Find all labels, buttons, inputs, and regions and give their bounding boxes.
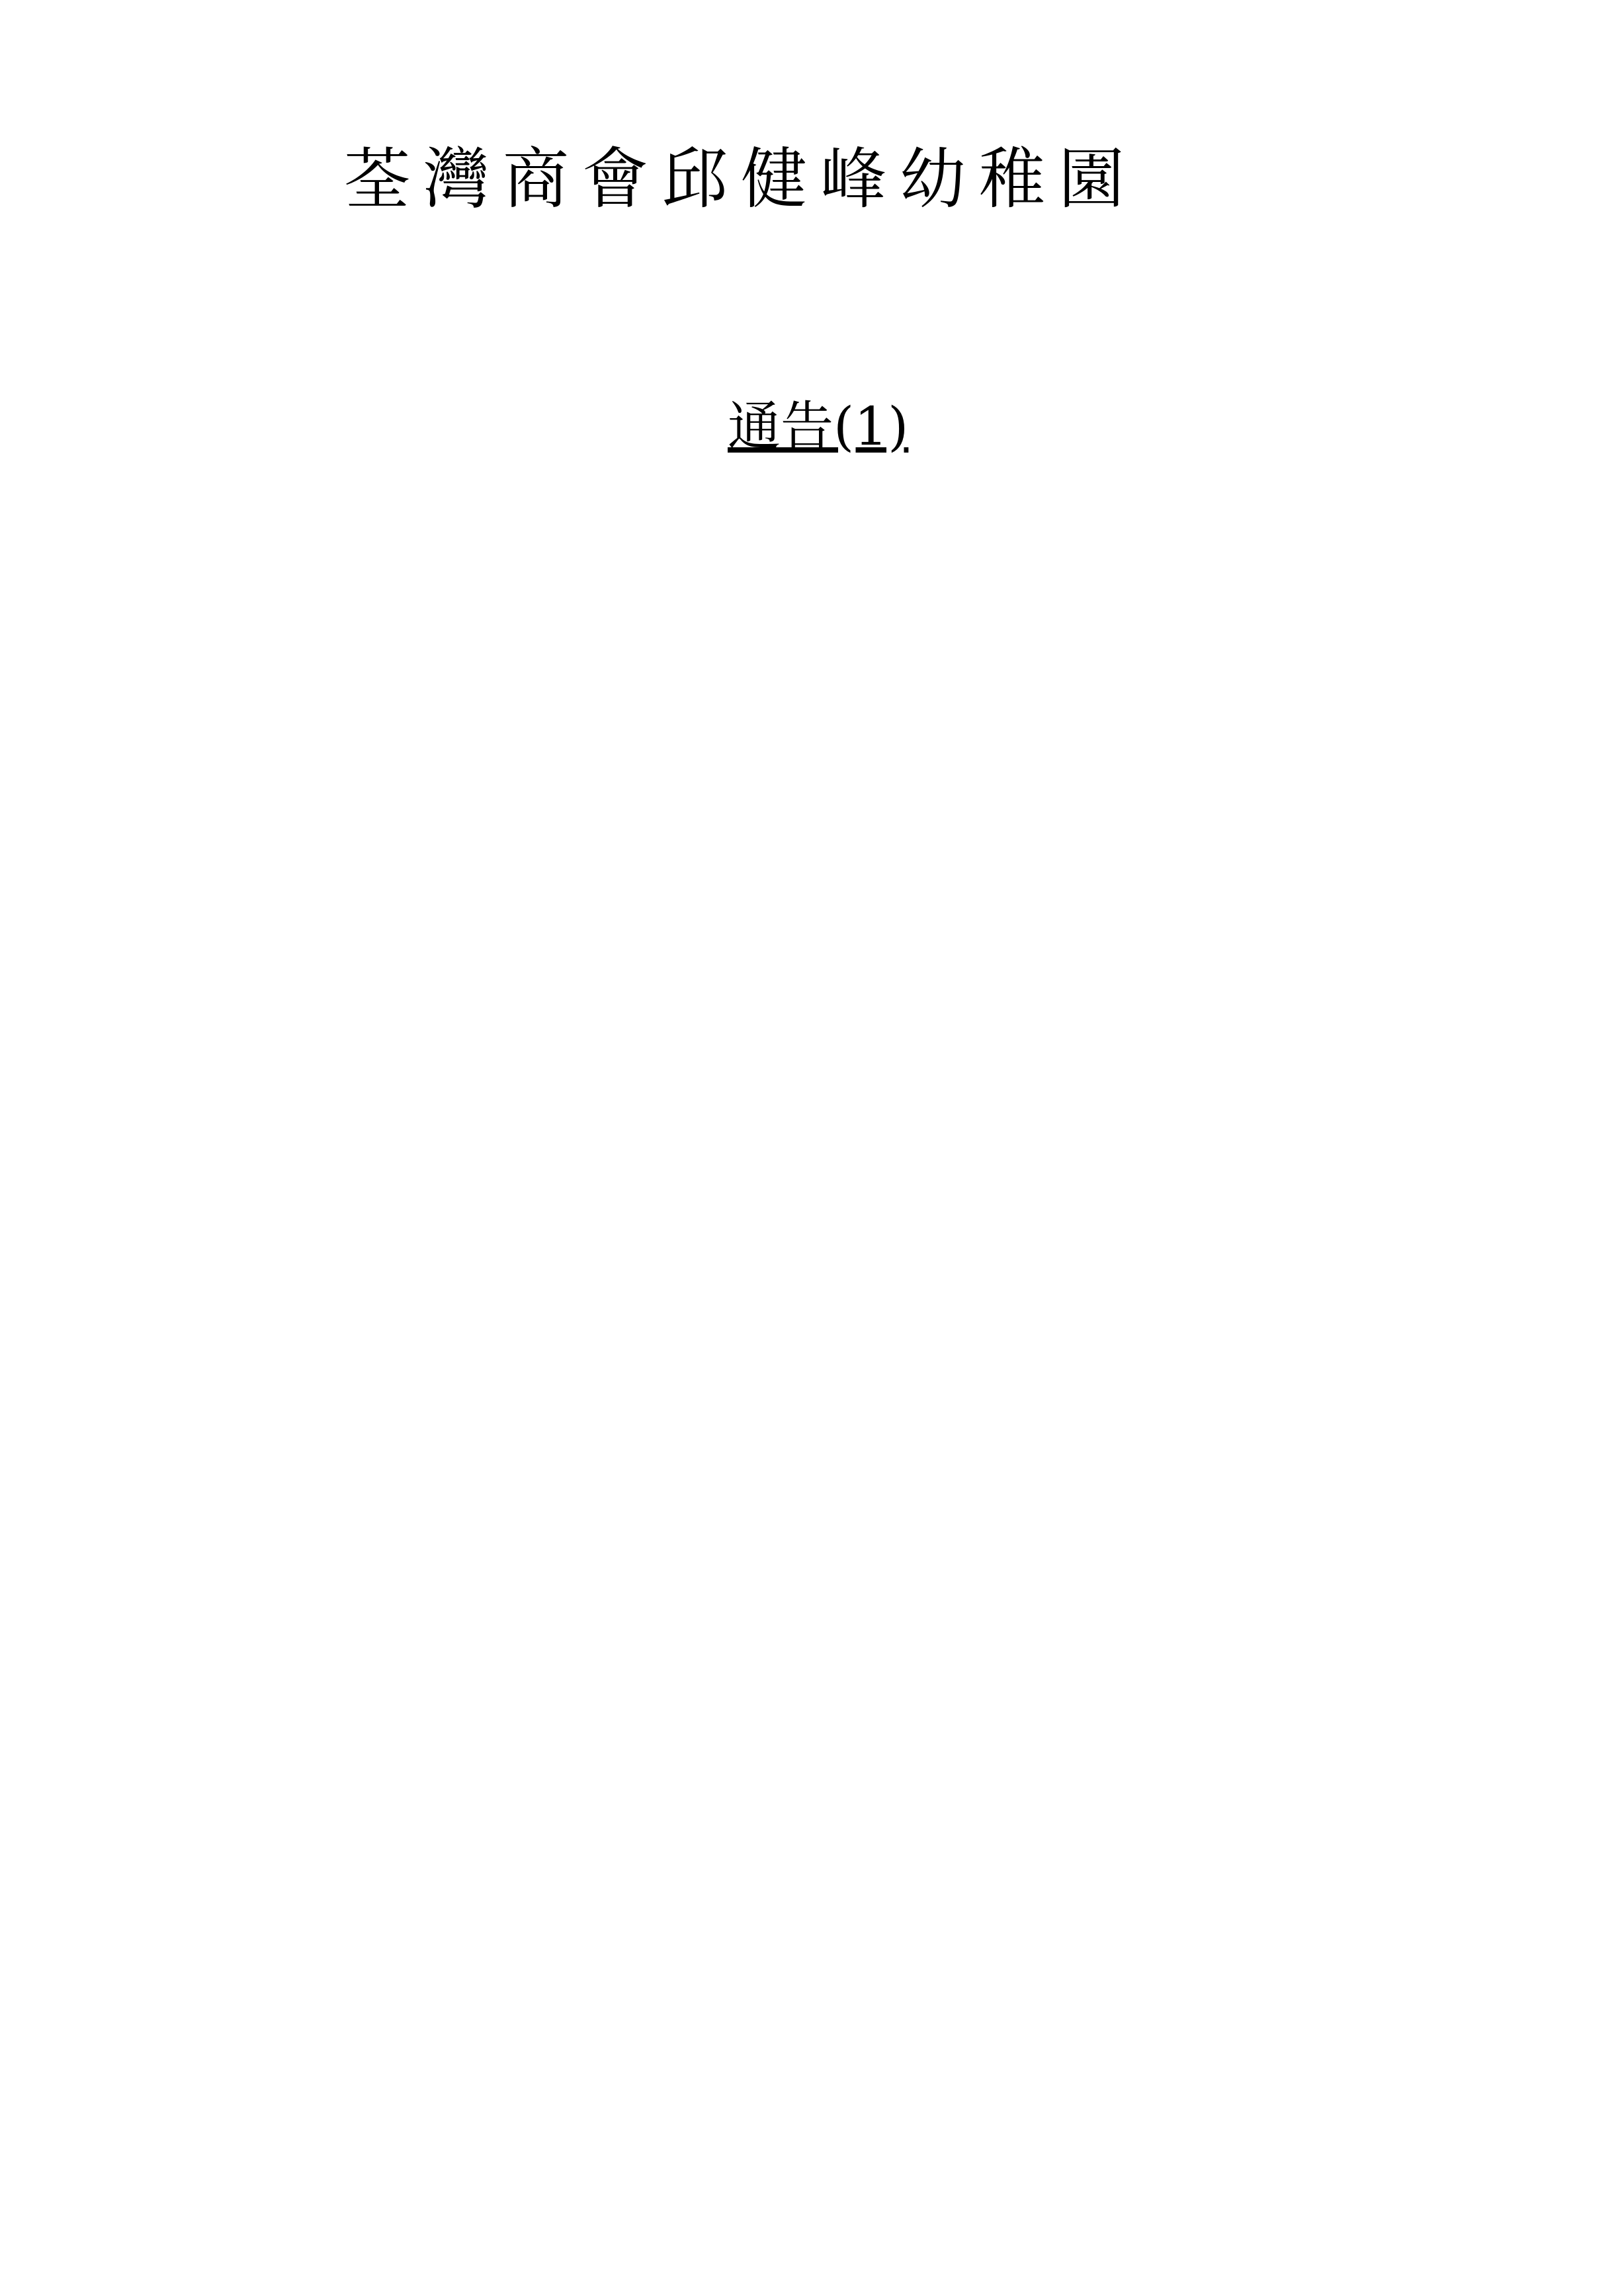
notice-title: 通告(1) bbox=[728, 396, 909, 457]
school-name: 荃灣商會邱健峰幼稚園 bbox=[344, 140, 1138, 218]
